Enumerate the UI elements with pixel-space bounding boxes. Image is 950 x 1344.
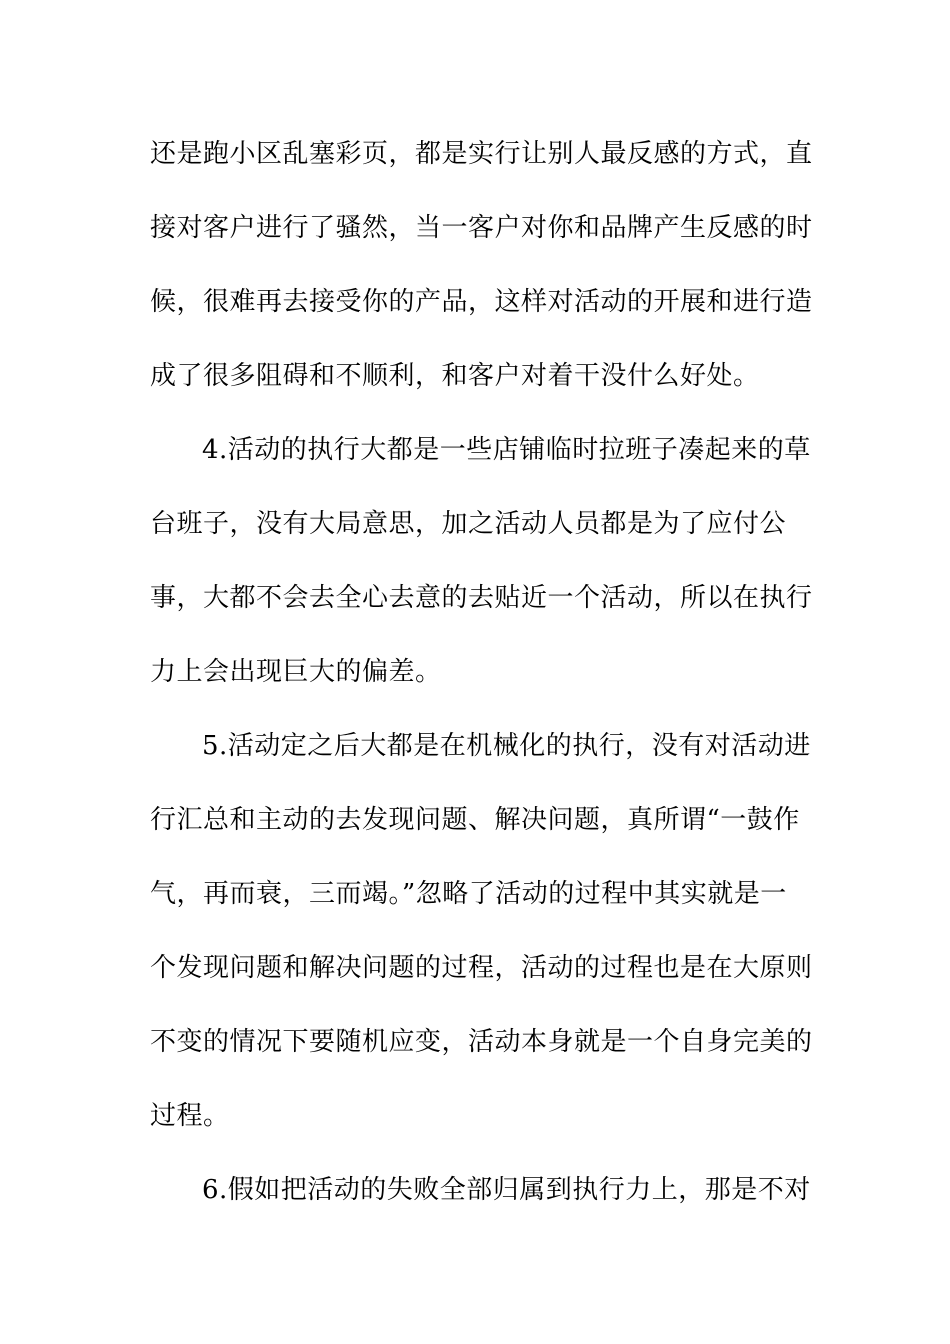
text-line: 5.活动定之后大都是在机械化的执行，没有对活动进	[202, 731, 811, 761]
text-line: 4.活动的执行大都是一些店铺临时拉班子凑起来的草	[202, 435, 811, 465]
text-line: 行汇总和主动的去发现问题、解决问题，真所谓“一鼓作	[150, 805, 800, 835]
text-line: 不变的情况下要随机应变，活动本身就是一个自身完美的	[150, 1027, 813, 1057]
text-line: 事，大都不会去全心去意的去贴近一个活动，所以在执行	[150, 583, 813, 613]
body-text	[150, 128, 813, 1238]
text-line: 候，很难再去接受你的产品，这样对活动的开展和进行造	[150, 287, 813, 317]
text-line: 接对客户进行了骚然，当一客户对你和品牌产生反感的时	[150, 213, 813, 243]
text-line: 个发现问题和解决问题的过程，活动的过程也是在大原则	[150, 953, 813, 983]
text-line: 成了很多阻碍和不顺利，和客户对着干没什么好处。	[150, 361, 760, 391]
text-line: 气，再而衰，三而竭。”忽略了活动的过程中其实就是一	[150, 879, 787, 909]
text-line: 过程。	[150, 1101, 230, 1131]
text-line: 6.假如把活动的失败全部归属到执行力上，那是不对	[202, 1175, 811, 1205]
text-line: 力上会出现巨大的偏差。	[150, 657, 442, 687]
text-line: 还是跑小区乱塞彩页，都是实行让别人最反感的方式，直	[150, 139, 813, 169]
text-line: 台班子，没有大局意思，加之活动人员都是为了应付公	[150, 509, 787, 539]
